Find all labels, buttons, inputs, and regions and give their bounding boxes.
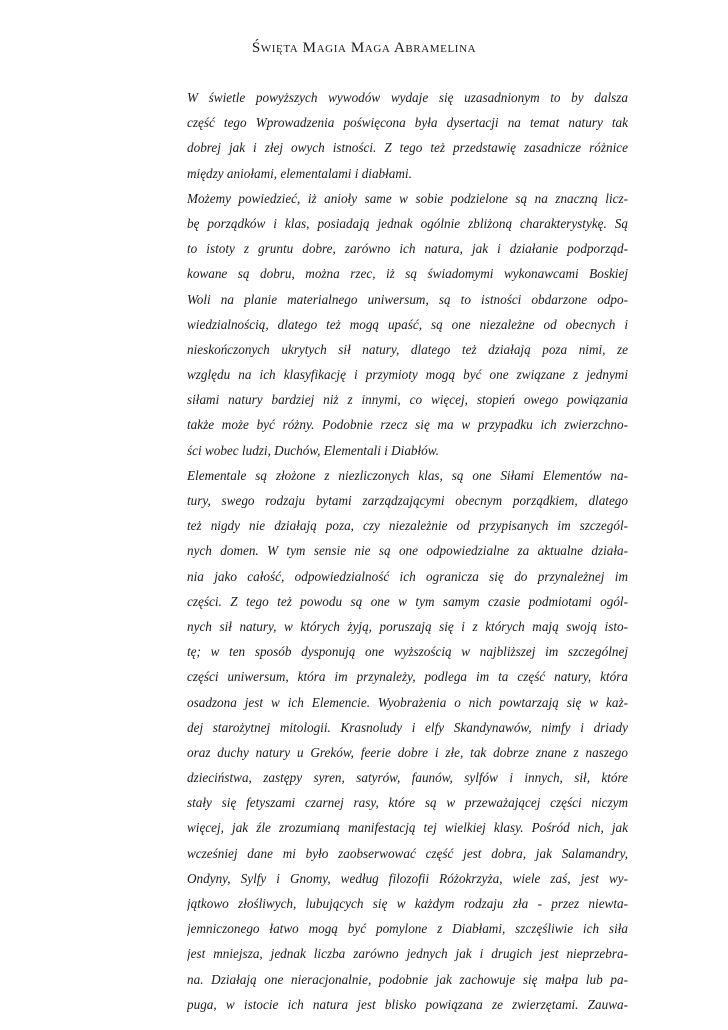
text-line: jątkowo złośliwych, lubujących się w każdym rodzaju zła - przez niewta- xyxy=(187,896,628,911)
text-line: części. Z tego też powodu są one w tym samym czasie podmiotami ogól- xyxy=(187,593,628,609)
text-line: też nigdy nie działają poza, czy niezależnie od przypisanych im szczegól- xyxy=(187,518,628,534)
text-line: na. Działają one nieracjonalnie, podobnie jak zachowuje się małpa lub pa- xyxy=(187,971,628,987)
text-line: ści wobec ludzi, Duchów, Elementali i Diabłów. xyxy=(187,442,439,458)
text-line: dej starożytnej mitologii. Krasnoludy i elfy Skandynawów, nimfy i driady xyxy=(187,719,628,735)
text-line: tę; w ten sposób dysponują one wyższością w najbliższej im szczególnej xyxy=(187,644,628,660)
text-line: więcej, jak źle zrozumianą manifestacją tej wielkiej klasy. Pośród nich, jak xyxy=(187,820,628,836)
text-line: puga, w istocie ich natura jest blisko powiązana ze zwierzętami. Zauwa- xyxy=(187,996,628,1012)
text-line: między aniołami, elementalami i diabłami. xyxy=(187,165,412,181)
text-line: także może być różny. Podobnie rzecz się ma w przypadku ich zwierzchno- xyxy=(187,417,628,433)
body-text xyxy=(187,85,628,1017)
text-line: nych domen. W tym sensie nie są one odpowiedzialne za aktualne działa- xyxy=(187,543,628,559)
text-line: nych sił natury, w których żyją, poruszają się i z których mają swoją isto- xyxy=(187,618,628,634)
text-line: W świetle powyższych wywodów wydaje się uzasadnionym to by dalsza xyxy=(187,90,628,105)
text-line: oraz duchy natury u Greków, feerie dobre i złe, tak dobrze znane z naszego xyxy=(187,744,628,760)
text-line: Możemy powiedzieć, iż anioły same w sobie podzielone są na znaczną licz- xyxy=(187,190,628,206)
text-line: część tego Wprowadzenia poświęcona była dysertacji na temat natury tak xyxy=(187,115,628,131)
text-line: kowane są dobru, można rzec, iż są świadomymi wykonawcami Boskiej xyxy=(187,266,628,282)
text-line: względu na ich klasyfikację i przymioty mogą być one związane z jednymi xyxy=(187,367,628,383)
text-line: części uniwersum, która im przynależy, podlega im ta część natury, która xyxy=(187,669,628,685)
text-line: jemniczonego łatwo mogą być pomylone z Diabłami, szczęśliwie ich siła xyxy=(187,921,628,937)
text-line: bę porządków i klas, posiadają jednak ogólnie zbliżoną charakterystykę. Są xyxy=(187,215,628,231)
text-line: dobrej jak i złej owych istności. Z tego też przedstawię zasadnicze różnice xyxy=(187,140,628,156)
text-line: wiedzialnością, dlatego też mogą upaść, są one niezależne od obecnych i xyxy=(187,316,628,332)
text-line: jest mniejsza, jednak liczba zarówno jednych jak i drugich jest nieprzebra- xyxy=(187,946,628,962)
text-line: nia jako całość, odpowiedzialność ich ogranicza się do przynależnej im xyxy=(187,568,628,584)
text-line: Woli na planie materialnego uniwersum, są to istności obdarzone odpo- xyxy=(187,291,628,307)
text-line: tury, swego rodzaju bytami zarządzającymi obecnym porządkiem, dlatego xyxy=(187,493,628,508)
text-line: Elementale są złożone z niezliczonych klas, są one Siłami Elementów na- xyxy=(187,467,628,483)
text-line: dzieciństwa, zastępy syren, satyrów, faunów, sylfów i innych, sił, które xyxy=(187,770,628,786)
text-line: to istoty z gruntu dobre, zarówno ich natura, jak i działanie podporząd- xyxy=(187,241,628,257)
text-line: nieskończonych ukrytych sił natury, dlatego też działają poza nimi, ze xyxy=(187,341,628,357)
running-head: Święta Magia Maga Abramelina xyxy=(251,40,477,56)
text-line: siłami natury bardziej niż z innymi, co więcej, stopień owego powiązania xyxy=(187,392,628,408)
text-line: stały się fetyszami czarnej rasy, które są w przeważającej części niczym xyxy=(187,795,628,811)
text-line: osadzona jest w ich Elemencie. Wyobrażenia o nich powtarzają się w każ- xyxy=(187,694,628,710)
text-line: Ondyny, Sylfy i Gnomy, według filozofii Różokrzyża, wiele zaś, jest wy- xyxy=(187,870,628,886)
text-line: wcześniej dane mi było zaobserwować część jest dobra, jak Salamandry, xyxy=(187,845,628,861)
